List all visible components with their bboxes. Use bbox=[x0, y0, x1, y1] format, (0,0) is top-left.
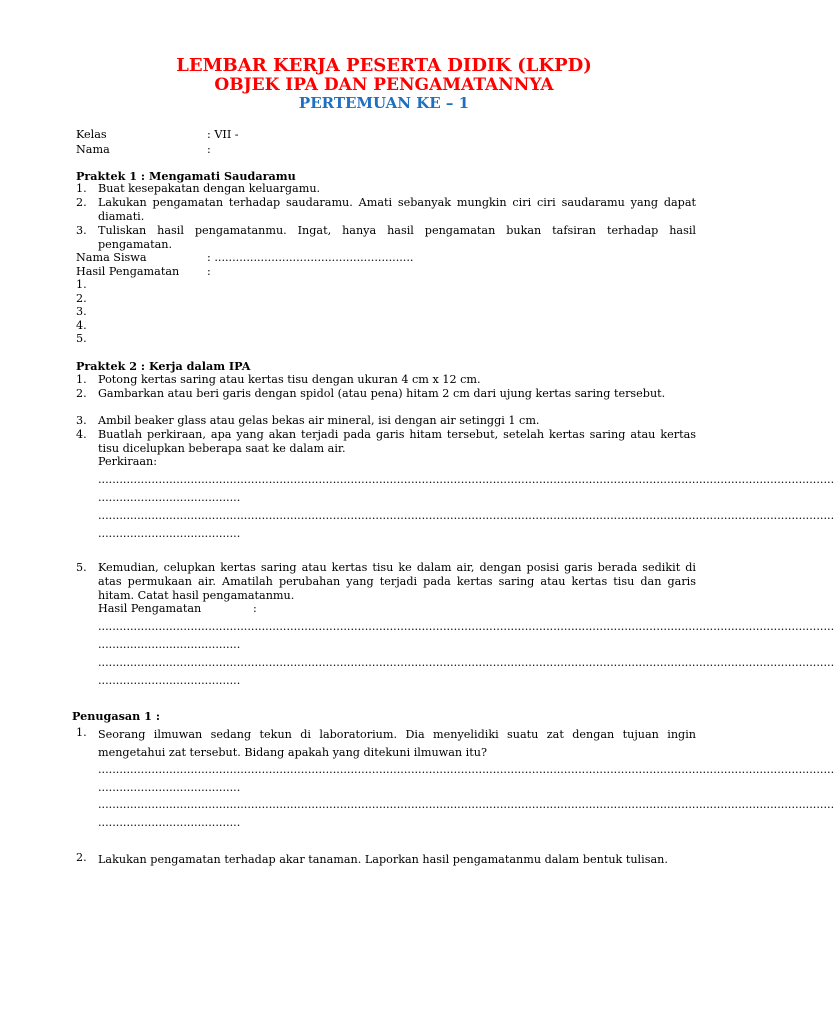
kelas-value: : VII - bbox=[207, 128, 239, 141]
list-number: 3. bbox=[76, 224, 87, 237]
answer-line[interactable]: ........................................ bbox=[98, 491, 241, 504]
praktek2-item-5: Kemudian, celupkan kertas saring atau kertas tisu ke dalam air, dengan posisi garis berada sedikit di atas permukaan air. Amatilah perubahan yang terjadi pada kertas saring atau kertas tisu dan garis hitam. Catat hasil pengamatanmu. bbox=[98, 561, 696, 602]
praktek2-item-2: Gambarkan atau beri garis dengan spidol (atau pena) hitam 2 cm dari ujung kertas saring tersebut. bbox=[98, 387, 666, 400]
list-number: 4. bbox=[76, 428, 87, 441]
answer-line[interactable]: ........................................ bbox=[98, 638, 241, 651]
praktek1-item-2: Lakukan pengamatan terhadap saudaramu. Amati sebanyak mungkin ciri ciri saudaramu yang dapat diamati. bbox=[98, 196, 696, 223]
nama-value: : bbox=[207, 143, 211, 156]
answer-line[interactable]: ............................................................................................................................................................................................................... bbox=[98, 763, 834, 776]
hasil-pengamatan-label: Hasil Pengamatan bbox=[76, 265, 180, 278]
worksheet-title: LEMBAR KERJA PESERTA DIDIK (LKPD) bbox=[176, 55, 592, 76]
nama-siswa-label: Nama Siswa bbox=[76, 251, 147, 264]
praktek2-item-3: Ambil beaker glass atau gelas bekas air mineral, isi dengan air setinggi 1 cm. bbox=[98, 414, 540, 427]
list-number: 2. bbox=[76, 851, 87, 864]
answer-line[interactable]: ............................................................................................................................................................................................................... bbox=[98, 509, 834, 522]
kelas-label: Kelas bbox=[76, 128, 107, 141]
praktek1-item-1: Buat kesepakatan dengan keluargamu. bbox=[98, 182, 321, 195]
praktek1-heading: Praktek 1 : Mengamati Saudaramu bbox=[76, 169, 296, 183]
perkiraan-label: Perkiraan: bbox=[98, 455, 158, 468]
list-number: 1. bbox=[76, 726, 87, 739]
penugasan-item-2: Lakukan pengamatan terhadap akar tanaman. Laporkan hasil pengamatanmu dalam bentuk tulisan. bbox=[98, 853, 668, 866]
answer-line[interactable]: ............................................................................................................................................................................................................... bbox=[98, 620, 834, 633]
meeting-number: PERTEMUAN KE – 1 bbox=[298, 94, 470, 112]
hasil-pengamatan-colon: : bbox=[207, 265, 211, 278]
list-number: 1. bbox=[76, 182, 87, 195]
list-number: 2. bbox=[76, 387, 87, 400]
answer-line[interactable]: ............................................................................................................................................................................................................... bbox=[98, 473, 834, 486]
answer-line[interactable]: ............................................................................................................................................................................................................... bbox=[98, 656, 834, 669]
praktek1-item-3: Tuliskan hasil pengamatanmu. Ingat, hanya hasil pengamatan bukan tafsiran terhadap hasil pengamatan. bbox=[98, 224, 696, 251]
list-number: 1. bbox=[76, 373, 87, 386]
hasil-pengamatan-label: Hasil Pengamatan bbox=[98, 602, 202, 615]
hasil-pengamatan-colon: : bbox=[253, 602, 257, 615]
observation-number: 1. bbox=[76, 278, 87, 291]
answer-line[interactable]: ........................................ bbox=[98, 527, 241, 540]
list-number: 5. bbox=[76, 561, 87, 574]
answer-line[interactable]: ........................................ bbox=[98, 781, 241, 794]
answer-line[interactable]: ............................................................................................................................................................................................................... bbox=[98, 798, 834, 811]
nama-siswa-field: : ........................................................ bbox=[207, 251, 414, 264]
observation-number: 4. bbox=[76, 319, 87, 332]
answer-line[interactable]: ........................................ bbox=[98, 674, 241, 687]
list-number: 2. bbox=[76, 196, 87, 209]
list-number: 3. bbox=[76, 414, 87, 427]
observation-number: 2. bbox=[76, 292, 87, 305]
penugasan-item-1: Seorang ilmuwan sedang tekun di laboratorium. Dia menyelidiki suatu zat dengan tujuan ingin mengetahui zat tersebut. Bidang apakah yang ditekuni ilmuwan itu? bbox=[98, 728, 696, 759]
praktek2-item-1: Potong kertas saring atau kertas tisu dengan ukuran 4 cm x 12 cm. bbox=[98, 373, 481, 386]
answer-line[interactable]: ........................................ bbox=[98, 816, 241, 829]
observation-number: 5. bbox=[76, 332, 87, 345]
praktek2-item-4: Buatlah perkiraan, apa yang akan terjadi pada garis hitam tersebut, setelah kertas saring atau kertas tisu dicelupkan beberapa saat ke dalam air. bbox=[98, 428, 696, 455]
worksheet-subtitle: OBJEK IPA DAN PENGAMATANNYA bbox=[214, 75, 554, 95]
observation-number: 3. bbox=[76, 305, 87, 318]
praktek2-heading: Praktek 2 : Kerja dalam IPA bbox=[76, 359, 251, 373]
nama-label: Nama bbox=[76, 143, 110, 156]
penugasan-heading: Penugasan 1 : bbox=[72, 709, 160, 723]
